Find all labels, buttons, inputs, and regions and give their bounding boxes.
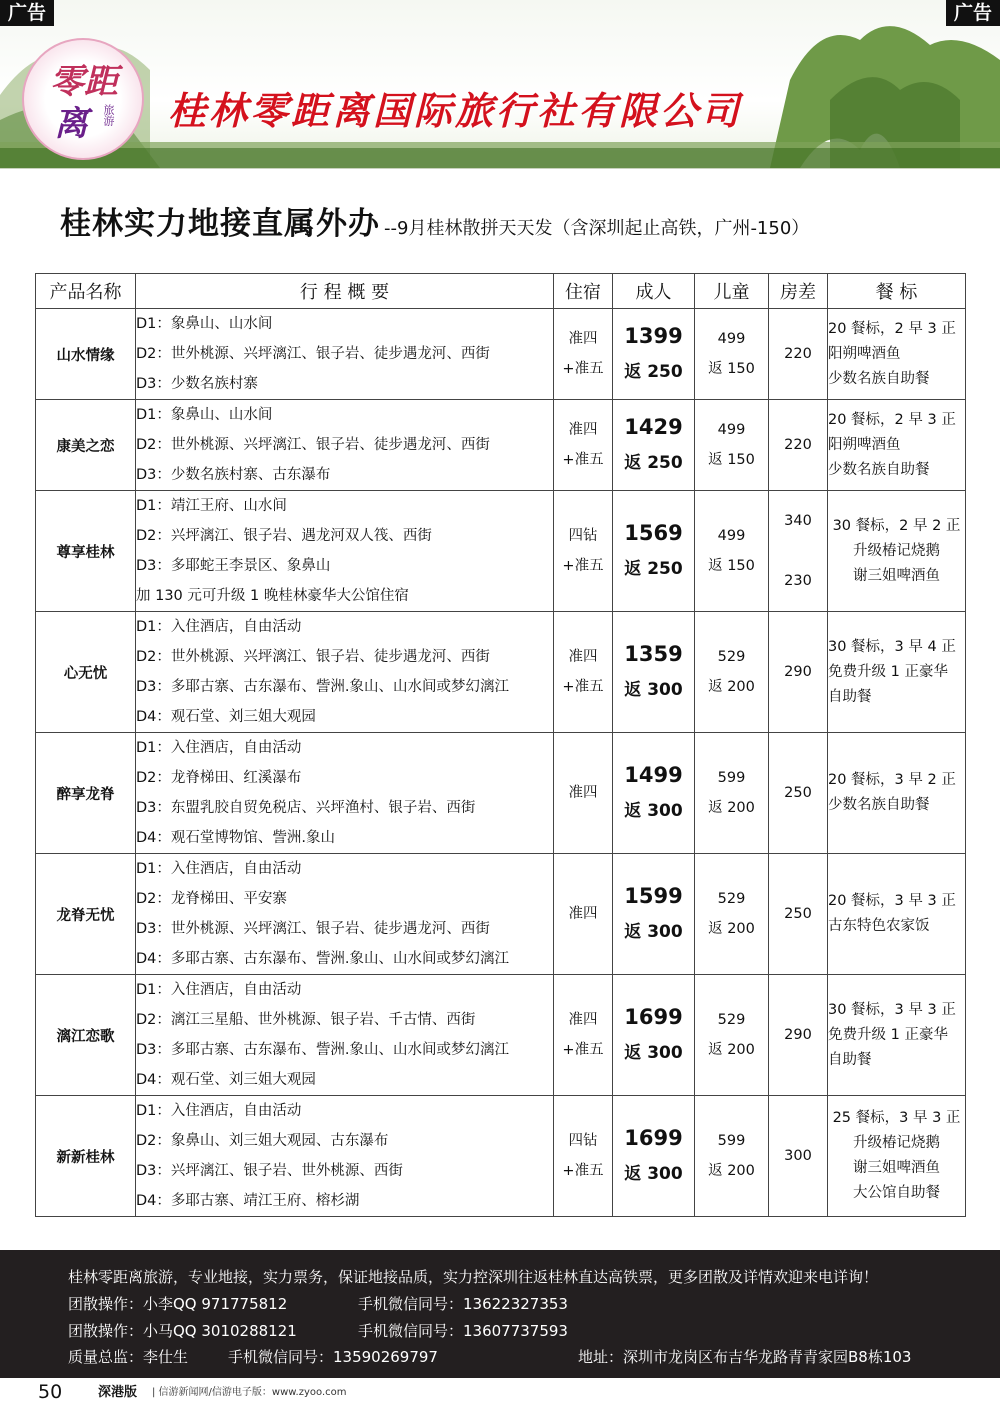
meal-line: 升级椿记烧鹅 [853,542,940,559]
itinerary-cell [136,1096,554,1217]
itinerary-line: D3：多耶古寨、古东瀑布、訾洲.象山、山水间或梦幻漓江 [136,1042,509,1058]
stay-cell [554,612,613,733]
adult-rebate: 返 300 [624,801,683,821]
product-name-cell: 漓江恋歌 [36,975,136,1096]
child-rebate: 返 200 [708,1163,755,1179]
logo-text-2: 离 [54,104,88,144]
table-row [36,1096,966,1217]
room-diff-cell [769,612,828,733]
itinerary-cell [136,975,554,1096]
stay-line: 准四 [568,649,598,665]
meal-line: 升级椿记烧鹅 [853,1135,940,1151]
adult-price-cell [613,1096,695,1217]
itinerary-cell [136,733,554,854]
child-rebate: 返 150 [708,361,755,377]
room-diff-cell [769,1096,828,1217]
product-name-cell: 康美之恋 [36,400,136,491]
itinerary-cell [136,854,554,975]
table-row [36,309,966,400]
stay-line: 四钻 [568,1133,598,1149]
room-diff-value: 220 [784,437,812,453]
footer-op2-phone: 手机微信同号：13607737593 [358,1322,568,1340]
stay-line: 准四 [568,422,598,438]
itinerary-line: D1：入住酒店，自由活动 [136,740,302,756]
product-name-cell: 尊享桂林 [36,491,136,612]
footer-address: 地址：深圳市龙岗区布吉华龙路青青家园B8栋103 [578,1348,912,1366]
itinerary-line: 加 130 元可升级 1 晚桂林豪华大公馆住宿 [136,588,409,604]
adult-price-cell [613,612,695,733]
itinerary-line: D2：世外桃源、兴坪漓江、银子岩、徒步遇龙河、西街 [136,437,490,453]
table-row [36,400,966,491]
itinerary-line: D4：观石堂博物馆、訾洲.象山 [136,830,335,846]
child-price: 529 [717,891,746,907]
child-price: 529 [717,649,746,665]
meal-line: 20 餐标，3 早 2 正 [828,772,956,788]
table-row [36,975,966,1096]
itinerary-cell [136,491,554,612]
adult-rebate: 返 300 [624,922,683,942]
stay-line: 准四 [568,1012,598,1028]
child-price-cell [695,975,769,1096]
itinerary-line: D3：兴坪漓江、银子岩、世外桃源、西街 [136,1163,403,1179]
product-name-cell: 龙脊无忧 [36,854,136,975]
adult-rebate: 返 300 [624,680,683,700]
child-price: 499 [717,422,746,438]
room-diff-cell [769,491,828,612]
meal-line: 免费升级 1 正豪华 [828,1026,948,1043]
footer-qc-phone: 手机微信同号：13590269797 [228,1348,438,1366]
room-diff-cell [769,733,828,854]
stay-line: 准四 [568,785,598,801]
itinerary-line: D1：靖江王府、山水间 [136,498,287,514]
itinerary-cell [136,309,554,400]
itinerary-line: D2：龙脊梯田、平安寨 [136,891,287,907]
child-rebate: 返 200 [708,679,755,695]
itinerary-line: D2：兴坪漓江、银子岩、遇龙河双人筏、西街 [136,528,432,544]
stay-cell [554,975,613,1096]
child-price-cell [695,309,769,400]
banner [0,0,1000,169]
meal-line: 谢三姐啤酒鱼 [853,1160,940,1176]
itinerary-line: D1：入住酒店，自由活动 [136,982,302,998]
edition-label: 深港版 [98,1385,138,1400]
meal-cell [828,1096,966,1217]
child-price: 499 [717,528,746,544]
meal-line: 自助餐 [828,688,872,705]
product-name-cell: 醉享龙脊 [36,733,136,854]
adult-rebate: 返 250 [624,453,683,473]
child-price-cell [695,612,769,733]
child-price: 599 [717,770,746,786]
adult-price: 1599 [624,884,683,908]
adult-price: 1569 [624,521,683,545]
tour-price-table [35,273,966,1217]
meal-line: 20 餐标，2 早 3 正 [828,320,956,337]
site-label: | 信游新闻网/信游电子版：www.zyoo.com [152,1387,347,1398]
itinerary-line: D3：世外桃源、兴坪漓江、银子岩、徒步遇龙河、西街 [136,921,490,937]
stay-line: +准五 [562,1163,604,1179]
heading-main: 桂林实力地接直属外办 [60,206,380,242]
stay-line: +准五 [562,558,604,574]
child-price-cell [695,491,769,612]
itinerary-line: D3：东盟乳胶自贸免税店、兴坪渔村、银子岩、西街 [136,800,476,816]
stay-cell [554,1096,613,1217]
adult-price-cell [613,309,695,400]
logo-text-3: 旅游 [102,104,115,126]
itinerary-cell [136,400,554,491]
meal-cell [828,491,966,612]
footer-op1: 团散操作：小李QQ 971775812 [68,1295,288,1313]
product-name-cell: 山水情缘 [36,309,136,400]
meal-line: 少数名族自助餐 [828,370,930,387]
itinerary-line: D3：多耶蛇王李景区、象鼻山 [136,558,331,574]
child-price: 599 [717,1133,746,1149]
meal-line: 古东特色农家饭 [828,918,930,934]
adult-price: 1499 [624,763,683,787]
adult-price-cell [613,491,695,612]
itinerary-line: D1：入住酒店，自由活动 [136,861,302,877]
stay-line: 四钻 [568,528,598,544]
child-rebate: 返 150 [708,452,755,468]
stay-cell [554,854,613,975]
heading-sub: --9月桂林散拼天天发（含深圳起止高铁，广州-150） [384,218,810,239]
meal-cell [828,309,966,400]
itinerary-line: D3：少数名族村寨 [136,376,258,392]
room-diff-cell [769,400,828,491]
adult-price: 1399 [624,324,683,348]
child-price: 499 [717,331,746,347]
stay-line: +准五 [562,1042,604,1058]
room-diff-value: 250 [784,906,812,922]
header-itinerary: 行 程 概 要 [136,274,554,309]
table-header-row [36,274,966,309]
child-price-cell [695,854,769,975]
meal-line: 谢三姐啤酒鱼 [853,567,940,584]
child-price: 529 [717,1012,746,1028]
meal-line: 30 餐标，3 早 4 正 [828,638,956,655]
adult-price: 1699 [624,1005,683,1029]
itinerary-line: D4：多耶古寨、靖江王府、榕杉湖 [136,1193,360,1209]
adult-rebate: 返 250 [624,559,683,579]
meal-cell [828,400,966,491]
header-room: 房差 [769,274,828,309]
product-name-cell: 新新桂林 [36,1096,136,1217]
adult-price-cell [613,975,695,1096]
room-diff-cell [769,309,828,400]
room-diff-value: 290 [784,664,812,680]
table-row [36,612,966,733]
meal-cell [828,854,966,975]
itinerary-line: D2：漓江三星船、世外桃源、银子岩、千古情、西街 [136,1012,476,1028]
adult-price-cell [613,854,695,975]
meal-cell [828,612,966,733]
itinerary-line: D3：少数名族村寨、古东瀑布 [136,467,331,483]
child-rebate: 返 200 [708,800,755,816]
room-diff-value: 290 [784,1027,812,1043]
adult-rebate: 返 300 [624,1043,683,1063]
room-diff-cell [769,975,828,1096]
meal-line: 20 餐标，2 早 3 正 [828,411,956,428]
stay-cell [554,400,613,491]
meal-cell [828,975,966,1096]
table-row [36,854,966,975]
adult-price: 1429 [624,415,683,439]
stay-line: +准五 [562,452,604,468]
itinerary-line: D4：观石堂、刘三姐大观园 [136,1072,316,1088]
room-diff-cell [769,854,828,975]
meal-line: 免费升级 1 正豪华 [828,663,948,680]
itinerary-line: D2：龙脊梯田、红溪瀑布 [136,770,302,786]
room-diff-value: 340 [784,513,812,529]
meal-line: 30 餐标，3 早 3 正 [828,1001,956,1018]
itinerary-line: D4：多耶古寨、古东瀑布、訾洲.象山、山水间或梦幻漓江 [136,951,509,967]
child-price-cell [695,400,769,491]
child-rebate: 返 200 [708,921,755,937]
itinerary-line: D2：象鼻山、刘三姐大观园、古东瀑布 [136,1133,389,1149]
adult-price: 1359 [624,642,683,666]
product-name-cell: 心无忧 [36,612,136,733]
adult-price-cell [613,400,695,491]
itinerary-line: D1：象鼻山、山水间 [136,316,273,332]
footer-qc: 质量总监：李仕生 [68,1348,189,1366]
adult-price: 1699 [624,1126,683,1150]
meal-line: 30 餐标，2 早 2 正 [832,517,961,534]
header-child: 儿童 [695,274,769,309]
page-footer-bar [0,1380,1000,1405]
stay-line: 准四 [568,906,598,922]
header-meal: 餐 标 [828,274,966,309]
logo-text-1: 零距 [50,62,118,102]
footer-intro: 桂林零距离旅游，专业地接，实力票务，保证地接品质，实力控深圳往返桂林直达高铁票，更多团散及详情欢迎来电详询！ [68,1268,879,1286]
page-heading [60,198,809,243]
header-product: 产品名称 [36,274,136,309]
meal-line: 少数名族自助餐 [828,797,930,813]
stay-cell [554,309,613,400]
meal-line: 20 餐标，3 早 3 正 [828,893,956,909]
table-row [36,491,966,612]
adult-price-cell [613,733,695,854]
company-name: 桂林零距离国际旅行社有限公司 [168,88,743,133]
itinerary-line: D1：入住酒店，自由活动 [136,1103,302,1119]
meal-line: 少数名族自助餐 [828,461,930,478]
ad-label-left: 广告 [0,0,54,26]
child-rebate: 返 200 [708,1042,755,1058]
header-adult: 成人 [613,274,695,309]
itinerary-line: D1：入住酒店，自由活动 [136,619,302,635]
page-number: 50 [38,1381,63,1403]
child-rebate: 返 150 [708,558,755,574]
room-diff-value: 220 [784,346,812,362]
footer-op2: 团散操作：小马QQ 3010288121 [68,1322,297,1340]
itinerary-line: D4：观石堂、刘三姐大观园 [136,709,316,725]
contact-footer [0,1250,1000,1378]
room-diff-value: 230 [784,573,812,589]
room-diff-value: 250 [784,785,812,801]
adult-rebate: 返 300 [624,1164,683,1184]
child-price-cell [695,1096,769,1217]
stay-line: 准四 [568,331,598,347]
stay-line: +准五 [562,679,604,695]
footer-op1-phone: 手机微信同号：13622327353 [358,1295,568,1313]
adult-rebate: 返 250 [624,362,683,382]
itinerary-line: D3：多耶古寨、古东瀑布、訾洲.象山、山水间或梦幻漓江 [136,679,509,695]
itinerary-line: D1：象鼻山、山水间 [136,407,273,423]
meal-line: 自助餐 [828,1051,872,1068]
meal-line: 25 餐标，3 早 3 正 [832,1110,961,1126]
stay-line: +准五 [562,361,604,377]
meal-line: 大公馆自助餐 [853,1185,940,1201]
room-diff-value: 300 [784,1148,812,1164]
stay-cell [554,733,613,854]
itinerary-line: D2：世外桃源、兴坪漓江、银子岩、徒步遇龙河、西街 [136,346,490,362]
ad-label-right: 广告 [946,0,1000,26]
table-row [36,733,966,854]
child-price-cell [695,733,769,854]
meal-line: 阳朔啤酒鱼 [828,436,901,453]
itinerary-cell [136,612,554,733]
stay-cell [554,491,613,612]
meal-cell [828,733,966,854]
header-stay: 住宿 [554,274,613,309]
itinerary-line: D2：世外桃源、兴坪漓江、银子岩、徒步遇龙河、西街 [136,649,490,665]
company-logo [22,38,144,160]
meal-line: 阳朔啤酒鱼 [828,345,901,362]
